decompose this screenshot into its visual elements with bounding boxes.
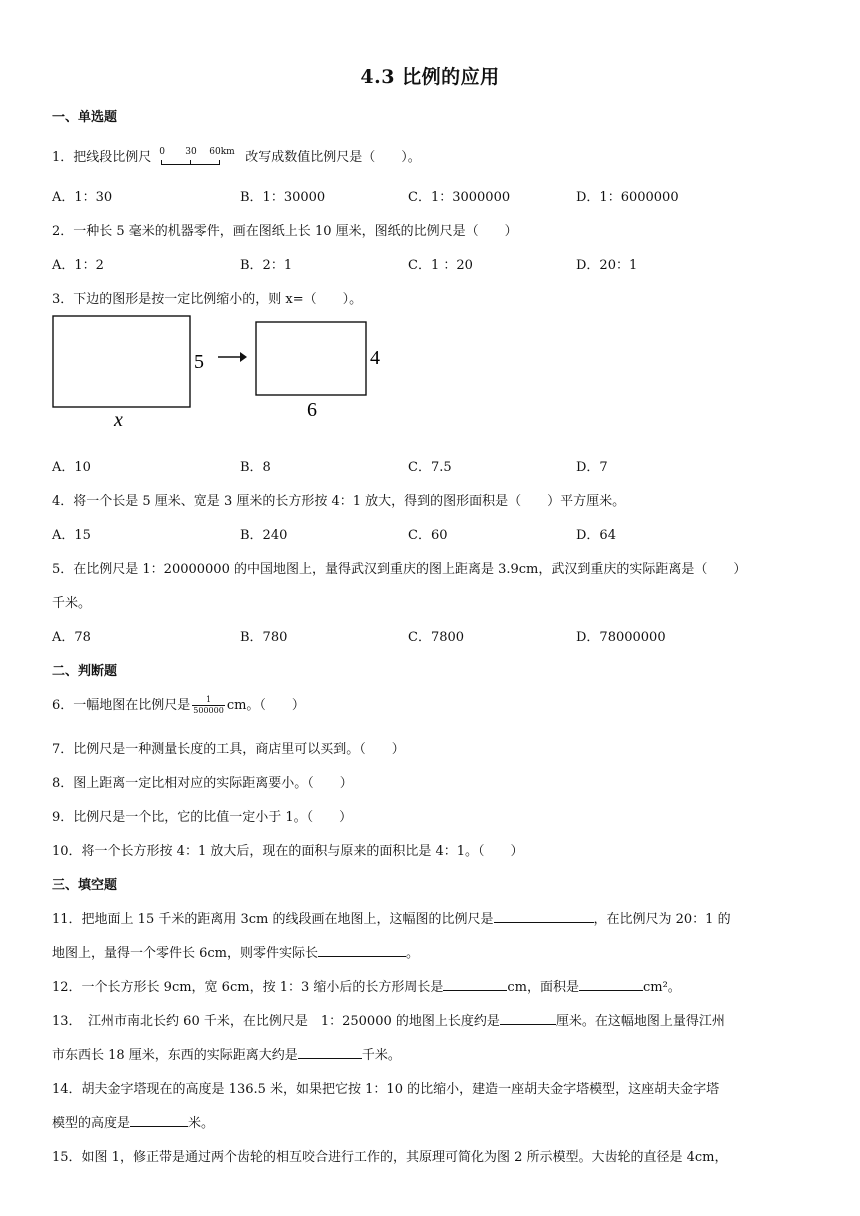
section-heading-true-false: 二、判断题 — [52, 664, 118, 679]
question-12-text-b: cm，面积是 — [507, 980, 579, 995]
question-13-text-d: 千米。 — [361, 1048, 401, 1063]
q5-option-d: D．78000000 — [576, 630, 666, 645]
section-heading-fill-blank: 三、填空题 — [52, 878, 118, 893]
question-13-line-2 — [52, 1044, 401, 1063]
question-14-text-b: 模型的高度是 — [52, 1116, 131, 1131]
question-14-text-c: 米。 — [188, 1116, 215, 1131]
question-11-text-b: ，在比例尺为 20：1 的 — [593, 912, 731, 927]
question-6-suffix: cm。（ ） — [226, 698, 305, 713]
page-title: 4.3 比例的应用 — [360, 66, 500, 88]
q2-option-a: A．1：2 — [52, 258, 104, 273]
question-7: 7．比例尺是一种测量长度的工具，商店里可以买到。（ ） — [52, 742, 405, 757]
question-11-line-2 — [52, 942, 419, 961]
question-4: 4．将一个长是 5 厘米、宽是 3 厘米的长方形按 4：1 放大，得到的图形面积是（ ）平方厘米。 — [52, 494, 626, 509]
q11-answer-blank-2[interactable] — [318, 943, 406, 957]
question-1-prefix: 1．把线段比例尺 — [52, 150, 152, 165]
section-heading-single-choice: 一、单选题 — [52, 110, 118, 125]
question-1-suffix: 改写成数值比例尺是（ ）。 — [245, 150, 421, 165]
fraction-denominator: 500000 — [193, 706, 224, 715]
question-12 — [52, 976, 681, 995]
q1-option-a: A．1：30 — [52, 190, 113, 205]
question-11-text-a: 11．把地面上 15 千米的距离用 3cm 的线段画在地图上，这幅图的比例尺是 — [52, 912, 494, 927]
fraction-scale — [192, 695, 225, 716]
question-13-text-a: 13． 江州市南北长约 60 千米，在比例尺是 1：250000 的地图上长度约是 — [52, 1014, 500, 1029]
question-6 — [52, 694, 305, 716]
q1-option-b: B．1：30000 — [240, 190, 326, 205]
q4-option-a: A．15 — [52, 528, 91, 543]
question-2: 2．一种长 5 毫米的机器零件，画在图纸上长 10 厘米，图纸的比例尺是（ ） — [52, 224, 518, 239]
question-6-prefix: 6．一幅地图在比例尺是 — [52, 698, 191, 713]
q2-option-b: B．2：1 — [240, 258, 293, 273]
q2-option-c: C．1 ：20 — [408, 258, 473, 273]
label-bottom-x: x — [114, 409, 123, 431]
question-5-line-1: 5．在比例尺是 1：20000000 的中国地图上，量得武汉到重庆的图上距离是 3.9cm，武汉到重庆的实际距离是（ ） — [52, 562, 747, 577]
fraction-numerator: 1 — [192, 695, 225, 706]
q3-option-a: A．10 — [52, 460, 91, 475]
large-rectangle — [53, 316, 190, 407]
question-8: 8．图上距离一定比相对应的实际距离要小。（ ） — [52, 776, 353, 791]
q14-answer-blank[interactable] — [130, 1113, 188, 1127]
q4-option-b: B．240 — [240, 528, 288, 543]
question-1 — [52, 146, 421, 167]
question-11-text-d: 。 — [406, 946, 420, 961]
scale-label-60km: 60km — [209, 146, 235, 157]
q12-answer-blank-1[interactable] — [443, 977, 507, 991]
question-13-line-1 — [52, 1010, 725, 1029]
question-13-text-b: 厘米。在这幅地图上量得江州 — [555, 1014, 725, 1029]
question-12-text-a: 12．一个长方形长 9cm，宽 6cm，按 1：3 缩小后的长方形周长是 — [52, 980, 444, 995]
label-bottom-6: 6 — [307, 399, 317, 421]
q11-answer-blank-1[interactable] — [494, 909, 594, 923]
question-12-text-c: cm²。 — [642, 980, 681, 995]
question-3: 3．下边的图形是按一定比例缩小的，则 x=（ ）。 — [52, 292, 363, 307]
line-scale-figure — [159, 146, 237, 167]
q4-option-c: C．60 — [408, 528, 448, 543]
question-5-line-2: 千米。 — [52, 596, 92, 611]
question-11-text-c: 地图上，量得一个零件长 6cm，则零件实际长 — [52, 946, 319, 961]
q13-answer-blank-2[interactable] — [298, 1045, 362, 1059]
right-arrow-icon — [240, 352, 247, 362]
question-15: 15．如图 1，修正带是通过两个齿轮的相互咬合进行工作的，其原理可简化为图 2 所示模型。大齿轮的直径是 4cm， — [52, 1150, 728, 1165]
question-14-line-2 — [52, 1112, 214, 1131]
scaled-rectangles-figure — [50, 312, 390, 434]
q4-option-d: D．64 — [576, 528, 616, 543]
q3-option-d: D．7 — [576, 460, 608, 475]
small-rectangle — [256, 322, 366, 395]
question-13-text-c: 市东西长 18 厘米，东西的实际距离大约是 — [52, 1048, 298, 1063]
question-10: 10．将一个长方形按 4：1 放大后，现在的面积与原来的面积比是 4：1。（ ） — [52, 844, 524, 859]
q3-option-b: B．8 — [240, 460, 271, 475]
question-11-line-1 — [52, 908, 731, 927]
q12-answer-blank-2[interactable] — [579, 977, 643, 991]
question-14-line-1: 14．胡夫金字塔现在的高度是 136.5 米，如果把它按 1：10 的比缩小，建造一座胡夫金字塔模型，这座胡夫金字塔 — [52, 1082, 720, 1097]
scale-label-0: 0 — [159, 146, 166, 157]
q1-option-d: D．1：6000000 — [576, 190, 679, 205]
q3-option-c: C．7.5 — [408, 460, 452, 475]
label-side-5: 5 — [194, 351, 204, 373]
q1-option-c: C．1：3000000 — [408, 190, 511, 205]
q2-option-d: D．20：1 — [576, 258, 638, 273]
q5-option-b: B．780 — [240, 630, 288, 645]
label-side-4: 4 — [370, 347, 380, 369]
q13-answer-blank-1[interactable] — [500, 1011, 556, 1025]
scale-label-30: 30 — [185, 146, 197, 157]
q5-option-c: C．7800 — [408, 630, 465, 645]
question-9: 9．比例尺是一个比，它的比值一定小于 1。（ ） — [52, 810, 353, 825]
q5-option-a: A．78 — [52, 630, 91, 645]
